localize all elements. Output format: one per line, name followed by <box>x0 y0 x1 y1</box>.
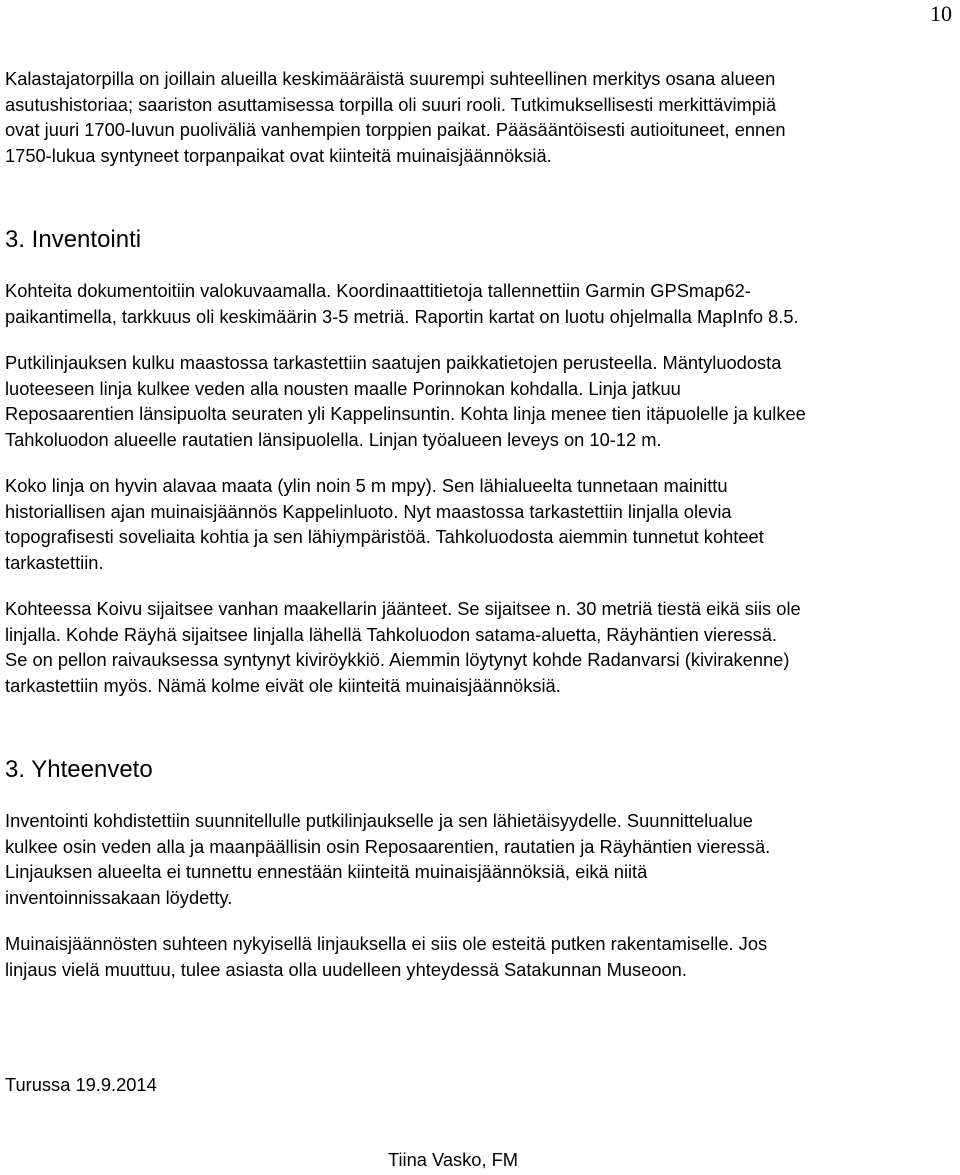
inventointi-paragraph: Kohteessa Koivu sijaitsee vanhan maakellarin jäänteet. Se sijaitsee n. 30 metriä tiestä eikä siis ole linjalla. Kohde Räyhä sijaitsee linjalla lähellä Tahkoluodon satama-aluetta, Räyhäntien vieressä. Se on pellon raivauksessa syntynyt kiviröykkiö. Aiemmin löytynyt kohde Radanvarsi (kivirakenne) tarkastettiin myös. Nämä kolme eivät ole kiinteitä muinaisjäännöksiä. <box>5 598 801 696</box>
place-and-date: Turussa 19.9.2014 <box>5 1074 157 1095</box>
section-heading-yhteenveto: 3. Yhteenveto <box>5 756 153 783</box>
page-number: 10 <box>930 1 952 26</box>
document-body <box>5 66 957 982</box>
inventointi-paragraph: Putkilinjauksen kulku maastossa tarkastettiin saatujen paikkatietojen perusteella. Mäntyluodosta luoteeseen linja kulkee veden alla nousten maalle Porinnokan kohdalla. Linja jatkuu Reposaarentien länsipuolta seuraten yli Kappelinsuntin. Kohta linja menee tien itäpuolelle ja kulkee Tahkoluodon alueelle rautatien länsipuolella. Linjan työalueen leveys on 10-12 m. <box>5 352 806 450</box>
yhteenveto-paragraph: Inventointi kohdistettiin suunnitellulle putkilinjaukselle ja sen lähietäisyydelle. Suunnittelualue kulkee osin veden alla ja maanpäällisin osin Reposaarentien, rautatien ja Räyhäntien vieressä. Linjauksen alueelta ei tunnettu ennestään kiinteitä muinaisjäännöksiä, eikä niitä inventoinnissakaan löydetty. <box>5 810 771 908</box>
yhteenveto-paragraph: Muinaisjäännösten suhteen nykyisellä linjauksella ei siis ole esteitä putken rakentamiselle. Jos linjaus vielä muuttuu, tulee asiasta olla uudelleen yhteydessä Satakunnan Museoon. <box>5 933 768 980</box>
author-signature: Tiina Vasko, FM <box>388 1149 519 1170</box>
inventointi-paragraph: Koko linja on hyvin alavaa maata (ylin noin 5 m mpy). Sen lähialueelta tunnetaan mainittu historiallisen ajan muinaisjäännös Kappelinluoto. Nyt maastossa tarkastettiin linjalla olevia topografisesti soveliaita kohtia ja sen lähiympäristöä. Tahkoluodosta aiemmin tunnetut kohteet tarkastettiin. <box>5 475 764 573</box>
intro-paragraph: Kalastajatorpilla on joillain alueilla keskimääräistä suurempi suhteellinen merkitys osana alueen asutushistoriaa; saariston asuttamisessa torpilla oli suuri rooli. Tutkimuksellisesti merkittävimpiä ovat juuri 1700-luvun puoliväliä vanhempien torppien paikat. Pääsääntöisesti autioituneet, ennen 1750-lukua syntyneet torpanpaikat ovat kiinteitä muinaisjäännöksiä. <box>5 68 786 166</box>
inventointi-paragraph: Kohteita dokumentoitiin valokuvaamalla. Koordinaattitietoja tallennettiin Garmin GPSmap62- paikantimella, tarkkuus oli keskimäärin 3-5 metriä. Raportin kartat on luotu ohjelmalla MapInfo 8.5. <box>5 280 799 327</box>
section-heading-inventointi: 3. Inventointi <box>5 226 142 253</box>
